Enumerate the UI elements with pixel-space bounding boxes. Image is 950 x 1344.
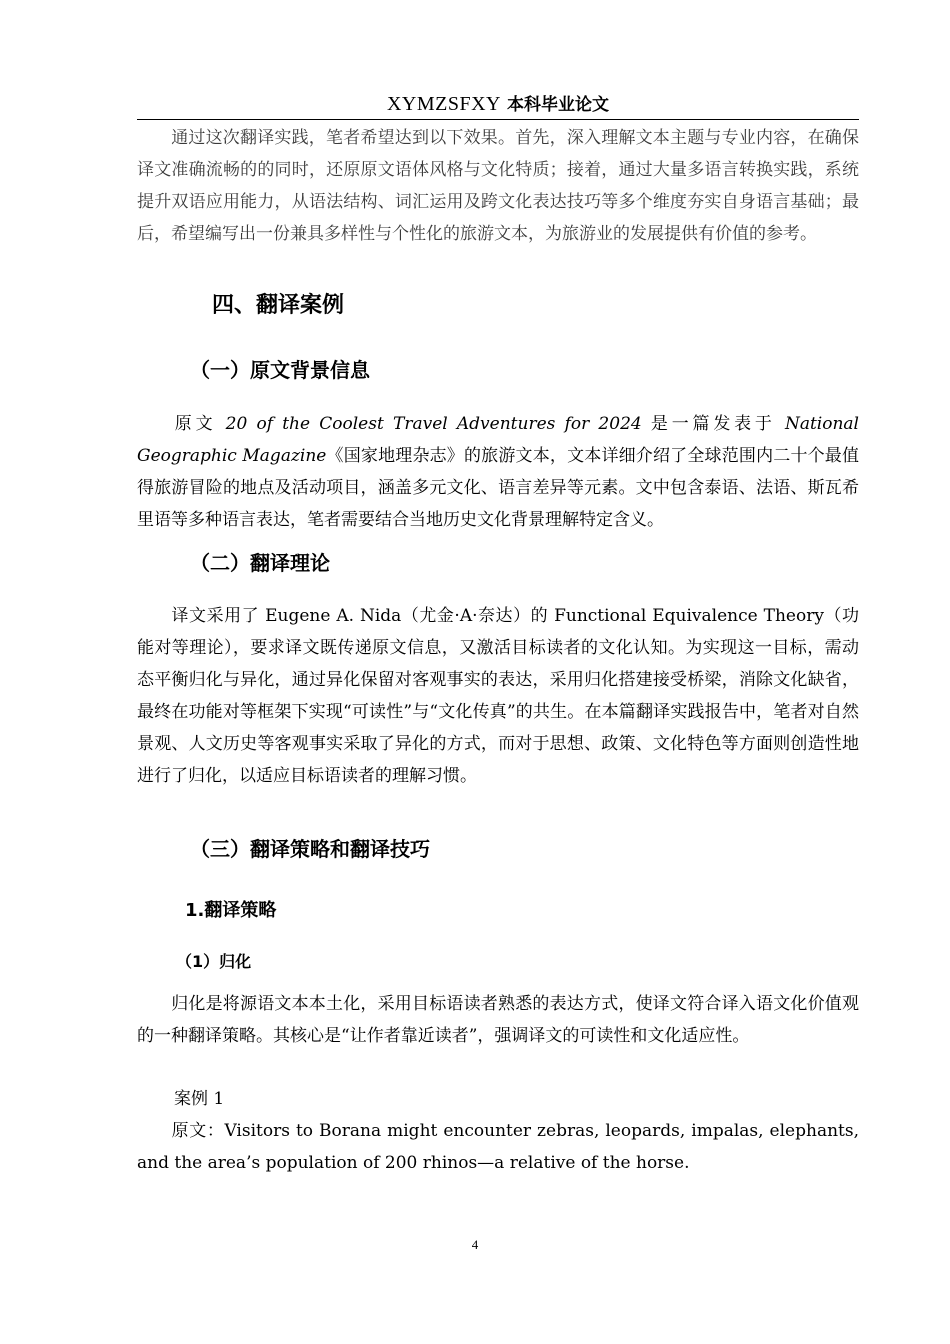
background-mid: 是一篇发表于 bbox=[641, 414, 785, 434]
case-label: 案例 1 bbox=[174, 1089, 225, 1109]
magazine-name: National Geographic Magazine bbox=[137, 414, 859, 466]
background-paragraph bbox=[137, 408, 859, 536]
subsection-heading-background: （一）原文背景信息 bbox=[190, 358, 370, 382]
background-rest: 《国家地理杂志》的旅游文本，文本详细介绍了全球范围内二十个最值得旅游冒险的地点及活动项目，涵盖多元文化、语言差异等元素。文中包含泰语、法语、斯瓦希里语等多种语言表达，笔者需要结合当地历史文化背景理解特定含义。 bbox=[137, 446, 859, 530]
theory-text: 译文采用了 Eugene A. Nida（尤金·A·奈达）的 Functional Equivalence Theory（功能对等理论），要求译文既传递原文信息，又激活目标读者的文化认知。为实现这一目标，需动态平衡归化与异化，通过异化保留对客观事实的表达，采用归化搭建接受桥梁，消除文化缺省，最终在功能对等框架下实现“可读性”与“文化传真”的共生。在本篇翻译实践报告中，笔者对自然景观、人文历史等客观事实采取了异化的方式，而对于思想、政策、文化特色等方面则创造性地进行了归化，以适应目标语读者的理解习惯。 bbox=[137, 606, 859, 786]
background-prefix: 原文 bbox=[171, 414, 226, 434]
theory-paragraph bbox=[137, 600, 859, 792]
subsection-heading-theory: （二）翻译理论 bbox=[190, 551, 330, 575]
article-title: 20 of the Coolest Travel Adventures for 2024 bbox=[225, 414, 642, 434]
header-label: 本科毕业论文 bbox=[507, 95, 610, 115]
section-heading: 四、翻译案例 bbox=[212, 293, 345, 318]
intro-text: 通过这次翻译实践，笔者希望达到以下效果。首先，深入理解文本主题与专业内容，在确保译文准确流畅的的同时，还原原文语体风格与文化特质；接着，通过大量多语言转换实践，系统提升双语应用能力，从语法结构、词汇运用及跨文化表达技巧等多个维度夯实自身语言基础；最后，希望编写出一份兼具多样性与个性化的旅游文本，为旅游业的发展提供有价值的参考。 bbox=[137, 128, 859, 244]
case-source-paragraph bbox=[137, 1115, 859, 1179]
domestication-text: 归化是将源语文本本土化，采用目标语读者熟悉的表达方式，使译文符合译入语文化价值观的一种翻译策略。其核心是“让作者靠近读者”，强调译文的可读性和文化适应性。 bbox=[137, 994, 859, 1046]
subsection-heading-strategy: （三）翻译策略和翻译技巧 bbox=[190, 837, 430, 861]
page-number: 4 bbox=[471, 1237, 479, 1252]
intro-paragraph bbox=[137, 122, 859, 250]
domestication-paragraph bbox=[137, 988, 859, 1052]
strategy-heading: 1.翻译策略 bbox=[185, 900, 277, 921]
case-source-text: 原文：Visitors to Borana might encounter zebras, leopards, impalas, elephants, and the area’s population of 200 rhinos—a relative of the horse. bbox=[137, 1121, 859, 1173]
domestication-heading: （1）归化 bbox=[176, 952, 252, 971]
page-header bbox=[137, 92, 859, 120]
header-code: XYMZSFXY bbox=[386, 93, 501, 115]
